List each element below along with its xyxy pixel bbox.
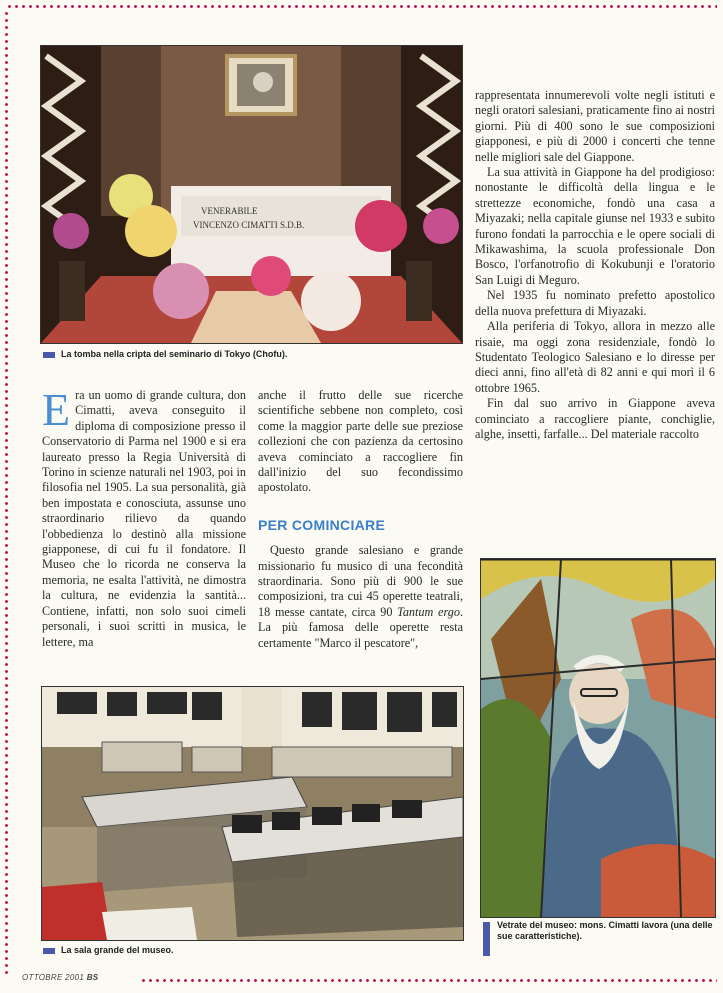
col3-paragraph-5: Fin dal suo arrivo in Giappone aveva cominciato a raccogliere piante, conchiglie, alghe, insetti, farfalle... Del materiale raccolto (475, 396, 715, 441)
col2-paragraph-2: Questo grande salesiano e grande missionario fu musico di una fecondità straordinaria. Sono più di 900 le sue composizioni, tra cui 45 operette teatrali, 18 messe cantate, circa 90 Tantum ergo. La più famosa delle operette resta certamente "Marco il pescatore", (258, 543, 463, 650)
page-footer (22, 973, 98, 982)
tomb-inscription-1: VENERABILE (201, 206, 258, 216)
footer-publication: BS (86, 973, 99, 982)
museum-caption: La sala grande del museo. (43, 945, 463, 956)
article-column-2 (258, 388, 463, 651)
article-column-3 (475, 88, 715, 442)
col2-paragraph-1: anche il frutto delle sue ricerche scientifiche sebbene non completo, così come la maggior parte delle sue preziose collezioni che con pazienza da certosino aveva cominciato a raccogliere fin dall'inizio del suo fecondissimo apostolato. (258, 388, 463, 495)
col3-paragraph-1: rappresentata innumerevoli volte negli istituti e negli oratori salesiani, praticamente fino ai nostri giorni. Più di 400 sono le sue composizioni giapponesi, e più di 2000 i concerti che tenne nelle migliori sale del Giappone. (475, 88, 715, 164)
tomb-inscription-2: VINCENZO CIMATTI S.D.B. (193, 220, 305, 230)
footer-date: OTTOBRE 2001 (22, 973, 85, 982)
section-title: PER COMINCIARE (258, 516, 386, 533)
top-dot-border (6, 4, 717, 9)
bottom-dot-border (140, 978, 717, 983)
tomb-photo (40, 45, 463, 344)
caption-marker (43, 948, 55, 954)
article-column-1: Era un uomo di grande cultura, don Cimatti, aveva conseguito il diploma di composizione presso il Conservatorio di Parma nel 1900 e si era laureato presso la Regia Università di Torino in scienze naturali nel 1903, poi in filosofia nel 1905. La sua personalità, già ben impostata e conosciuta, assunse uno straordinario rilievo da quando l'obbedienza lo destinò alla missione giapponese, di cui fu il fondatore. Il Museo che lo ricorda ne conserva la memoria, ne esalta l'attività, ne dimostra la cultura, ne evidenzia la santità... Contiene, infatti, non solo suoi cimeli personali, i suoi scritti in musica, le lettere, ma (42, 384, 246, 649)
stained-glass-photo (480, 558, 716, 918)
tomb-caption: La tomba nella cripta del seminario di Tokyo (Chofu). (43, 349, 463, 360)
museum-photo (41, 686, 464, 941)
caption-marker (483, 922, 490, 956)
dropcap: E (42, 384, 71, 435)
col3-paragraph-3: Nel 1935 fu nominato prefetto apostolico della nuova prefettura di Miyazaki. (475, 288, 715, 318)
left-dot-border (4, 10, 9, 975)
stained-glass-caption: Vetrate del museo: mons. Cimatti lavora (una delle sue caratteristiche). (483, 920, 713, 942)
caption-marker (43, 352, 55, 358)
col3-paragraph-2: La sua attività in Giappone ha del prodigioso: nonostante le difficoltà della lingua e le strettezze economiche, fondò una casa a Miyazaki; nella capitale giunse nel 1933 e subito furono fondati la parrocchia e le opere sociali di Mikawashima, la scuola professionale Don Bosco, l'orfanotrofio di Kokubunji e l'oratorio San Luigi di Meguro. (475, 165, 715, 287)
col3-paragraph-4: Alla periferia di Tokyo, allora in mezzo alle risaie, ma oggi zona residenziale, fondò lo Studentato Teologico Salesiano e lo diresse per dieci anni, fino all'età di 82 anni e qui morì il 6 ottobre 1965. (475, 319, 715, 395)
